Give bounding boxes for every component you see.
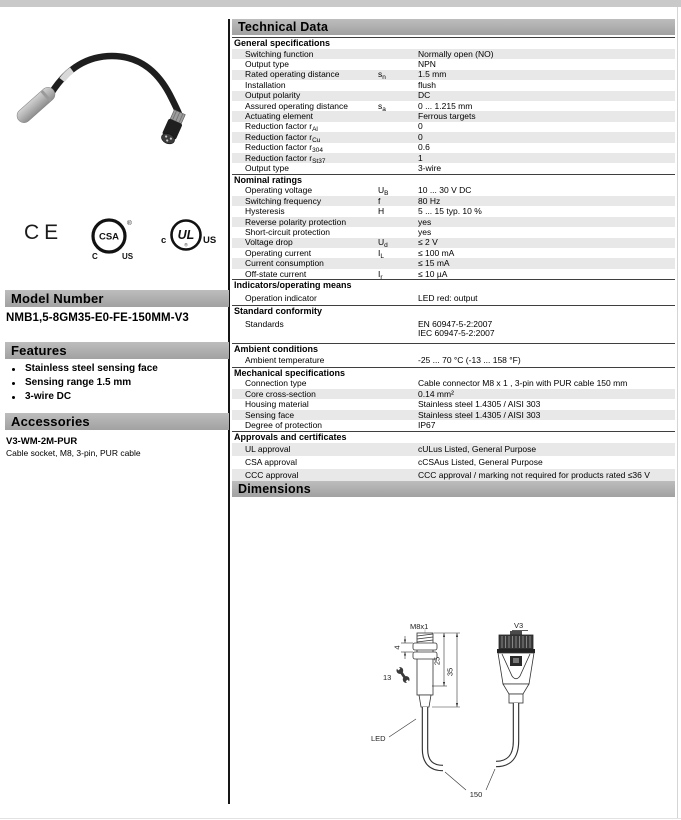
spec-section-title: Indicators/operating means <box>232 279 675 291</box>
spec-value: -25 ... 70 °C (-13 ... 158 °F) <box>418 355 521 366</box>
page-right-edge <box>677 7 678 818</box>
spec-label: Housing material <box>245 399 309 410</box>
page-bottom-edge <box>0 818 681 819</box>
spec-section-title: General specifications <box>232 37 675 49</box>
spec-label: Sensing face <box>245 409 295 420</box>
spec-section-title: Nominal ratings <box>232 174 675 186</box>
spec-label: Degree of protection <box>245 419 323 430</box>
spec-label: Output type <box>245 162 289 173</box>
spec-label: Reduction factor $r_{304}$ <box>245 142 323 155</box>
features-list <box>6 364 224 406</box>
spec-row <box>232 469 675 482</box>
feature-text: Stainless steel sensing face <box>25 363 158 374</box>
spec-label: Connection type <box>245 378 307 389</box>
ul-registered-icon: ® <box>184 242 188 248</box>
spec-symbol: $I_r$ <box>378 268 383 281</box>
spec-row <box>232 248 675 258</box>
spec-value: LED red: output <box>418 292 478 303</box>
accessory-description: Cable socket, M8, 3-pin, PUR cable <box>6 448 141 458</box>
spec-value: yes <box>418 226 432 237</box>
spec-row <box>232 379 675 389</box>
spec-label: Core cross-section <box>245 388 316 399</box>
spec-row <box>232 399 675 409</box>
bullet-icon <box>12 396 15 399</box>
csa-monogram: CSA <box>98 231 120 243</box>
page-top-edge <box>0 0 681 7</box>
spec-value: 0 <box>418 121 423 132</box>
dimensions-header: Dimensions <box>232 481 675 497</box>
model-number-header: Model Number <box>5 290 229 307</box>
dim-wrench-size: 13 <box>383 673 392 682</box>
spec-label: Standards <box>245 318 284 329</box>
spec-value: 5 ... 15 typ. 10 % <box>418 206 482 217</box>
spec-label: Operating current <box>245 247 312 258</box>
connector-outline <box>497 631 535 704</box>
spec-value: DC <box>418 90 431 101</box>
accessory-model: V3-WM-2M-PUR <box>6 436 78 447</box>
spec-label: Ambient temperature <box>245 355 325 366</box>
spec-value: EN 60947-5-2:2007 IEC 60947-5-2:2007 <box>418 318 495 338</box>
spec-value: 1 <box>418 152 423 163</box>
spec-row <box>232 122 675 132</box>
connector-version-label: V3 <box>514 621 524 630</box>
spec-label: Installation <box>245 79 286 90</box>
spec-label: Switching frequency <box>245 195 322 206</box>
spec-symbol: $I_L$ <box>378 247 384 260</box>
spec-row <box>232 258 675 268</box>
spec-row <box>232 317 675 343</box>
spec-label: Reduction factor $r_{Al}$ <box>245 121 318 134</box>
spec-value: IP67 <box>418 419 436 430</box>
spec-label: CSA approval <box>245 456 297 467</box>
spec-row <box>232 59 675 69</box>
spec-value: Ferrous targets <box>418 111 476 122</box>
spec-value: cULus Listed, General Purpose <box>418 443 537 454</box>
spec-value: Stainless steel 1.4305 / AISI 303 <box>418 399 541 410</box>
sensor-outline <box>413 633 437 707</box>
spec-value: 0.6 <box>418 142 430 153</box>
spec-value: yes <box>418 216 432 227</box>
spec-value: 3-wire <box>418 162 442 173</box>
spec-row <box>232 456 675 469</box>
spec-row <box>232 111 675 121</box>
spec-row <box>232 153 675 163</box>
spec-row <box>232 163 675 173</box>
spec-value: 80 Hz <box>418 195 441 206</box>
feature-item <box>6 392 224 402</box>
spec-row <box>232 206 675 216</box>
spec-value: ≤ 10 µA <box>418 268 448 279</box>
spec-row <box>232 70 675 80</box>
feature-text: 3-wire DC <box>25 391 72 402</box>
csa-mark <box>86 213 138 263</box>
spec-row <box>232 420 675 430</box>
feature-text: Sensing range 1.5 mm <box>25 377 132 388</box>
spec-row <box>232 80 675 90</box>
spec-label: Actuating element <box>245 111 314 122</box>
spec-value: 0 <box>418 131 423 142</box>
spec-row <box>232 49 675 59</box>
spec-value: ≤ 15 mA <box>418 258 450 269</box>
ul-c-label: c <box>161 235 167 246</box>
spec-symbol: $U_d$ <box>378 237 388 250</box>
spec-symbol: f <box>378 195 381 206</box>
spec-label: Output type <box>245 59 289 70</box>
spec-label: Off-state current <box>245 268 307 279</box>
spec-label: Switching function <box>245 48 314 59</box>
bullet-icon <box>12 368 15 371</box>
spec-value: Normally open (NO) <box>418 48 494 59</box>
spec-label: Output polarity <box>245 90 301 101</box>
csa-registered-icon: ® <box>127 220 132 227</box>
spec-label: Rated operating distance <box>245 69 340 80</box>
spec-label: Operating voltage <box>245 185 313 196</box>
feature-item <box>6 364 224 374</box>
spec-value: 10 ... 30 V DC <box>418 185 472 196</box>
spec-row <box>232 389 675 399</box>
ce-mark: CE <box>24 221 64 244</box>
spec-symbol: H <box>378 206 385 217</box>
csa-c-label: C <box>92 252 98 261</box>
spec-section-title: Mechanical specifications <box>232 367 675 379</box>
spec-symbol: $s_a$ <box>378 100 386 113</box>
spec-label: Operation indicator <box>245 292 317 303</box>
spec-row <box>232 238 675 248</box>
sensor-cable <box>52 56 179 114</box>
spec-row <box>232 196 675 206</box>
spec-section-title: Ambient conditions <box>232 343 675 355</box>
spec-value: cCSAus Listed, General Purpose <box>418 456 543 467</box>
spec-row <box>232 269 675 279</box>
led-label: LED <box>371 734 386 743</box>
csa-us-label: US <box>122 252 134 261</box>
spec-section-title: Standard conformity <box>232 305 675 317</box>
spec-symbol: $U_B$ <box>378 185 389 198</box>
bullet-icon <box>12 382 15 385</box>
spec-row <box>232 410 675 420</box>
spec-label: Hysteresis <box>245 206 285 217</box>
spec-label: Reduction factor $r_{St37}$ <box>245 152 326 165</box>
spec-row <box>232 186 675 196</box>
spec-row <box>232 132 675 142</box>
wrench-icon <box>394 664 412 685</box>
spec-value: Stainless steel 1.4305 / AISI 303 <box>418 409 541 420</box>
spec-label: CCC approval <box>245 469 299 480</box>
spec-label: Current consumption <box>245 258 324 269</box>
spec-section-title: Approvals and certificates <box>232 431 675 443</box>
spec-value: CCC approval / marking not required for products rated ≤36 V <box>418 469 650 480</box>
m8-connector <box>159 109 186 146</box>
spec-value: ≤ 100 mA <box>418 247 455 258</box>
spec-row <box>232 227 675 237</box>
spec-value: 0 ... 1.215 mm <box>418 100 473 111</box>
dim-body-length: 25 <box>432 656 442 666</box>
dim-thread-length: 4 <box>392 645 402 650</box>
features-header: Features <box>5 342 229 359</box>
dim-cable-length: 150 <box>469 790 483 799</box>
spec-row <box>232 443 675 456</box>
thread-label: M8x1 <box>410 622 429 631</box>
spec-label: Assured operating distance <box>245 100 349 111</box>
column-divider <box>228 19 230 804</box>
ul-monogram: UL <box>177 228 195 242</box>
sensor-body <box>14 84 58 125</box>
spec-row <box>232 291 675 305</box>
spec-value: flush <box>418 79 436 90</box>
spec-label: Reduction factor $r_{Cu}$ <box>245 131 321 144</box>
spec-value: 1.5 mm <box>418 69 447 80</box>
spec-value: 0.14 mm² <box>418 388 454 399</box>
product-photo <box>12 14 217 189</box>
technical-data-header: Technical Data <box>232 19 675 35</box>
accessories-header: Accessories <box>5 413 229 430</box>
spec-label: Reverse polarity protection <box>245 216 347 227</box>
dimension-drawing <box>358 616 578 816</box>
spec-row <box>232 143 675 153</box>
feature-item <box>6 378 224 388</box>
spec-row <box>232 217 675 227</box>
dim-total-length: 35 <box>445 667 455 677</box>
spec-value: NPN <box>418 59 436 70</box>
spec-label: Voltage drop <box>245 237 293 248</box>
technical-data-table <box>232 37 675 483</box>
model-number-value: NMB1,5-8GM35-E0-FE-150MM-V3 <box>6 312 189 324</box>
spec-row <box>232 91 675 101</box>
spec-row <box>232 355 675 367</box>
spec-label: UL approval <box>245 443 291 454</box>
spec-label: Short-circuit protection <box>245 226 331 237</box>
spec-row <box>232 101 675 111</box>
spec-value: Cable connector M8 x 1 , 3-pin with PUR cable 150 mm <box>418 378 628 389</box>
spec-symbol: $s_n$ <box>378 69 386 82</box>
ul-us-label: US <box>203 235 216 246</box>
spec-value: ≤ 2 V <box>418 237 438 248</box>
ul-mark <box>156 216 216 258</box>
